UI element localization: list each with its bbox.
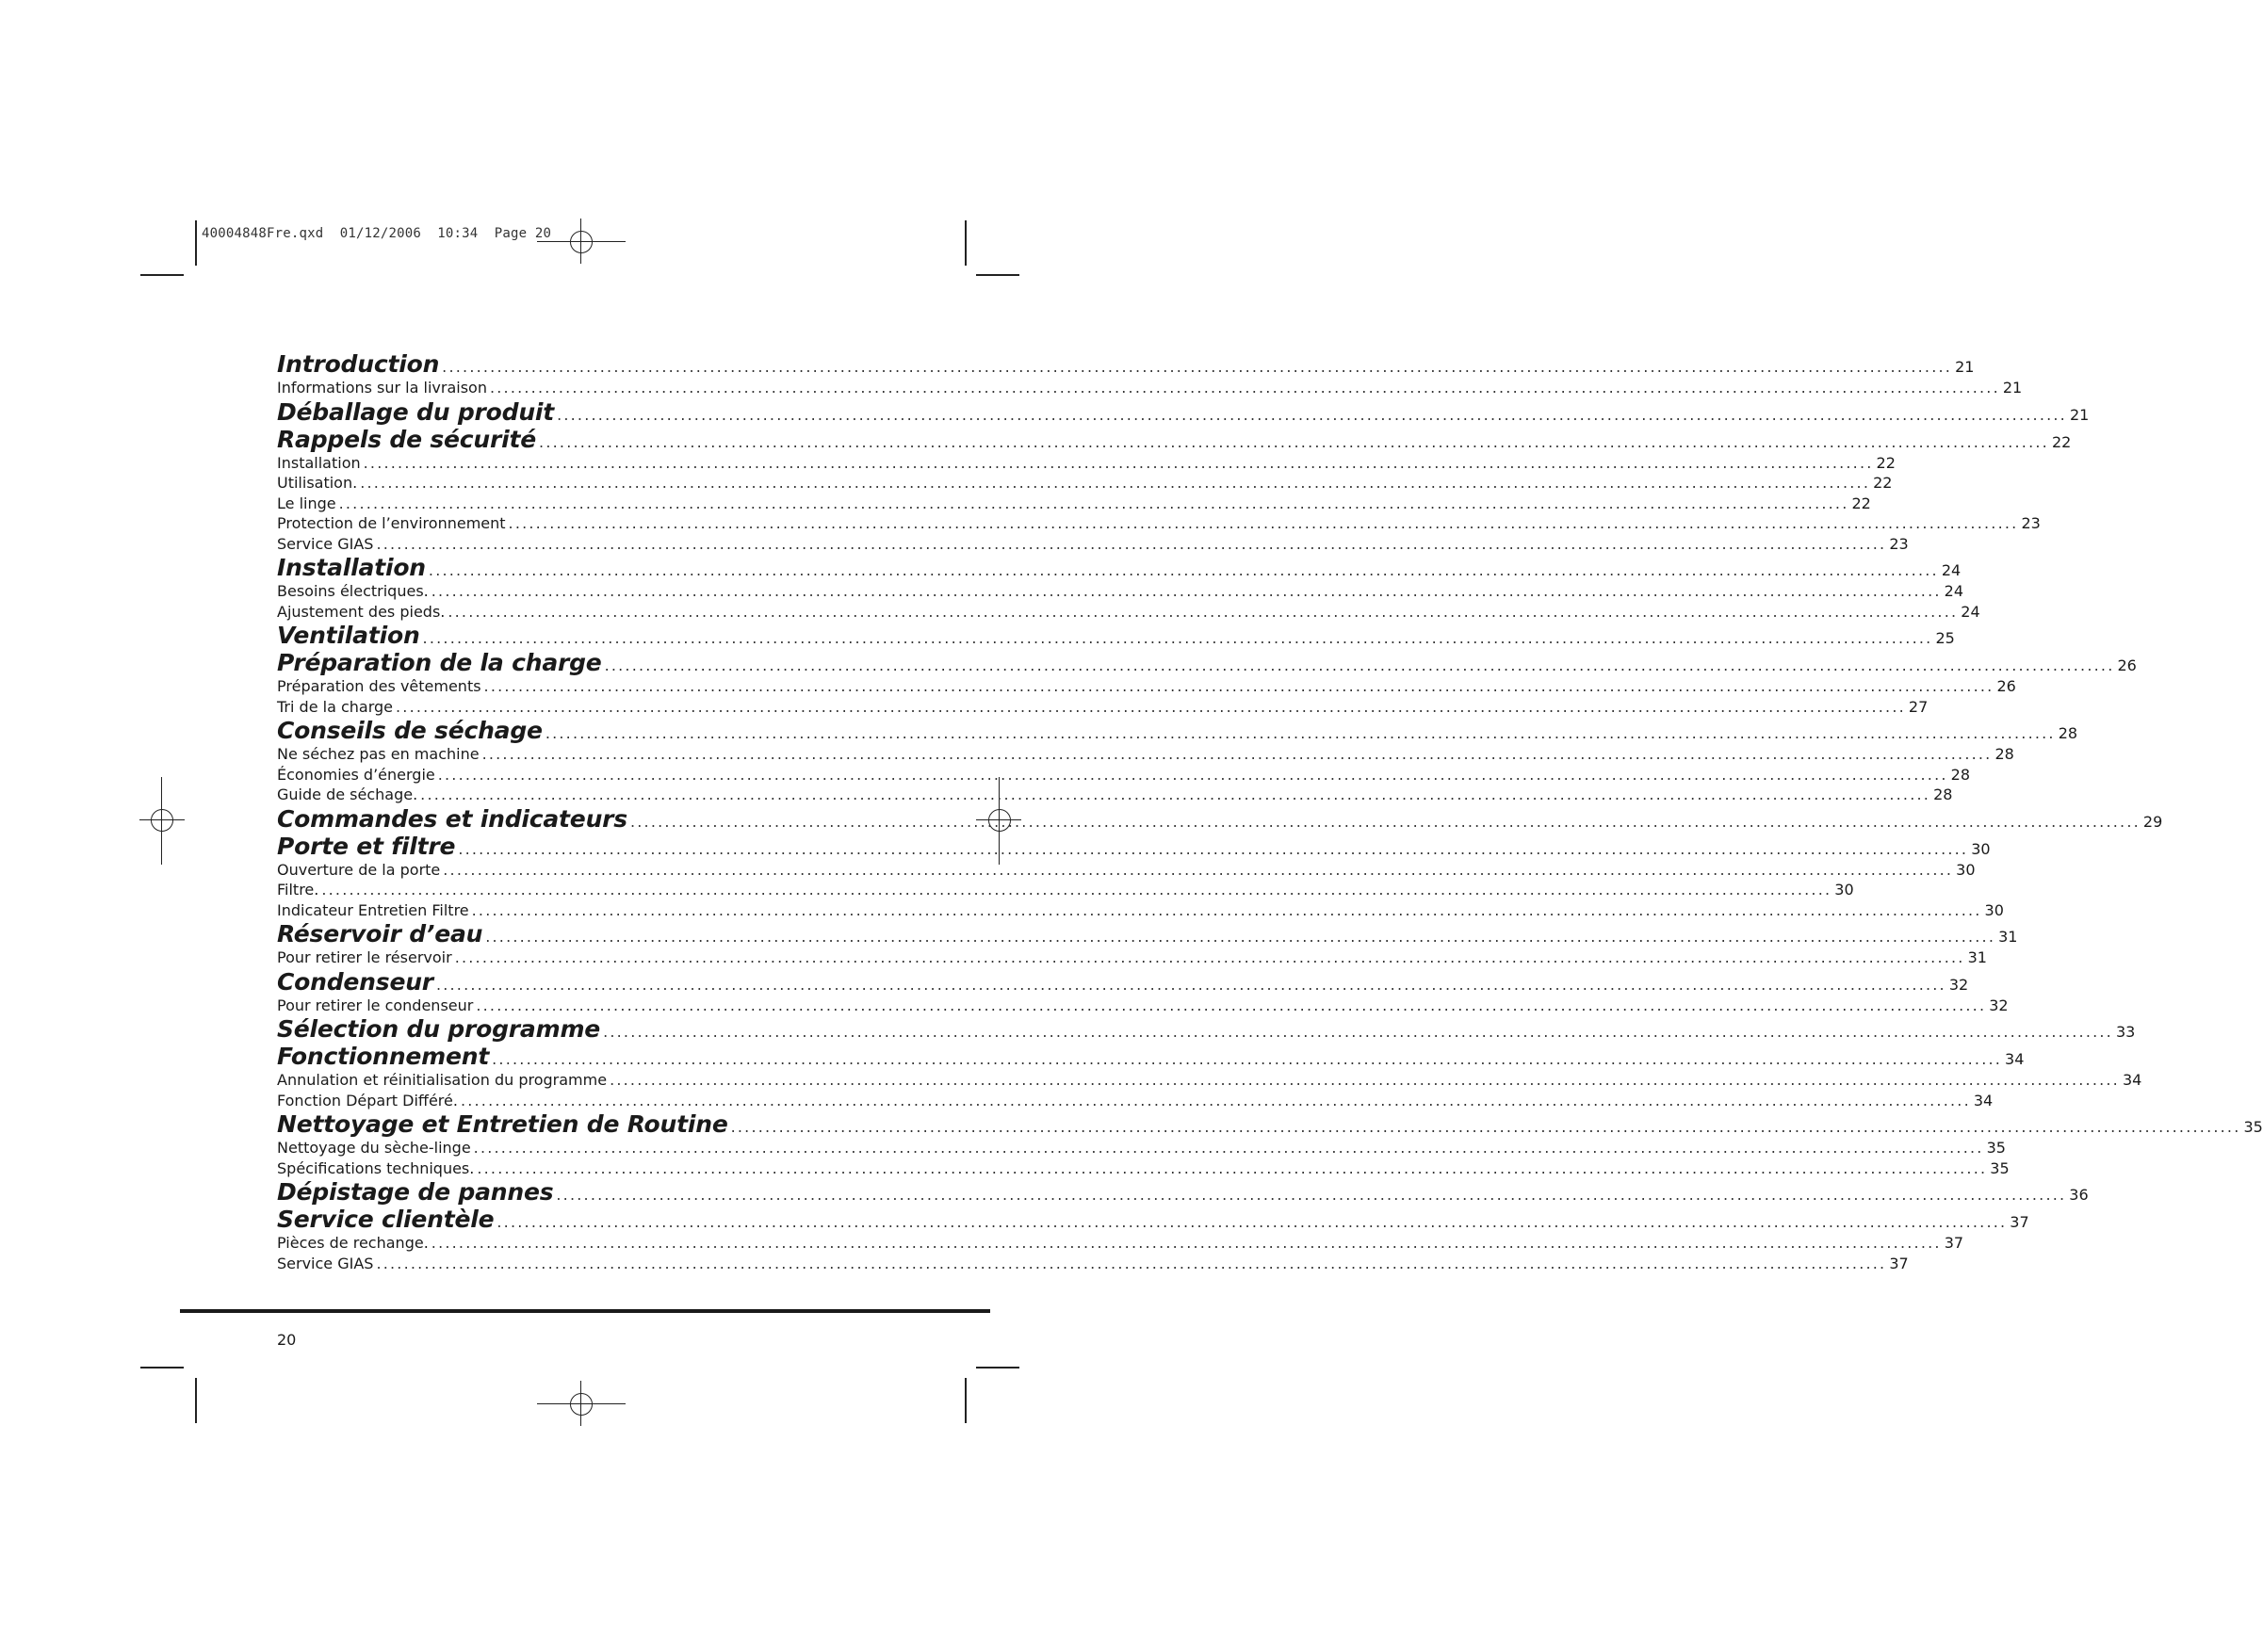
toc-title: Annulation et réinitialisation du programme bbox=[277, 1071, 608, 1089]
toc-title: Économies d’énergie bbox=[277, 765, 435, 784]
toc-title: Service GIAS bbox=[277, 1254, 374, 1272]
toc-leader: ............................................................................................................................................................................................................................ bbox=[471, 900, 1982, 919]
toc-title: Filtre. bbox=[277, 881, 319, 899]
toc-title: Indicateur Entretien Filtre bbox=[277, 900, 469, 919]
toc-page: 30 bbox=[1984, 900, 2004, 919]
toc-leader: ............................................................................................................................................................................................................................ bbox=[483, 677, 1994, 695]
toc-heading bbox=[277, 554, 1962, 581]
toc-title: Fonction Départ Différé. bbox=[277, 1091, 458, 1109]
toc-page: 27 bbox=[1908, 697, 1929, 716]
toc-heading bbox=[277, 350, 1975, 378]
toc-page: 34 bbox=[1973, 1091, 1994, 1109]
toc-subentry bbox=[277, 1138, 2006, 1158]
toc-page: 23 bbox=[1889, 534, 1909, 553]
toc-title: Ne séchez pas en machine bbox=[277, 745, 480, 763]
toc-page: 22 bbox=[1851, 494, 1871, 512]
toc-leader: ............................................................................................................................................................................................................................ bbox=[431, 1234, 1942, 1252]
crop-mark bbox=[140, 274, 184, 276]
toc-page: 32 bbox=[1989, 996, 2009, 1014]
toc-heading bbox=[277, 397, 2090, 426]
toc-page: 30 bbox=[1956, 860, 1976, 879]
toc-leader: ............................................................................................................................................................................................................................ bbox=[376, 1254, 1887, 1272]
toc-title: Utilisation. bbox=[277, 474, 358, 492]
toc-page: 22 bbox=[2051, 432, 2072, 451]
toc-leader: ............................................................................................................................................................................................................................ bbox=[489, 379, 2000, 397]
toc-page: 34 bbox=[2122, 1071, 2142, 1089]
toc-subentry bbox=[277, 581, 1964, 602]
toc-subentry bbox=[277, 880, 1854, 900]
page-number: 20 bbox=[277, 1331, 297, 1349]
toc-heading bbox=[277, 832, 1991, 860]
toc-page: 30 bbox=[1971, 839, 1991, 858]
toc-title: Besoins électriques. bbox=[277, 582, 429, 600]
crop-mark bbox=[195, 220, 197, 266]
toc-subentry bbox=[277, 494, 1871, 514]
toc-leader: ............................................................................................................................................................................................................................ bbox=[545, 724, 2056, 742]
toc-page: 31 bbox=[1967, 948, 1987, 966]
toc-page: 35 bbox=[1986, 1139, 2006, 1157]
toc-page: 35 bbox=[2243, 1118, 2263, 1136]
toc-leader: ............................................................................................................................................................................................................................ bbox=[477, 1158, 1988, 1177]
toc-leader: ............................................................................................................................................................................................................................ bbox=[360, 474, 1871, 492]
toc-page: 23 bbox=[2021, 514, 2041, 532]
toc-leader: ............................................................................................................................................................................................................................ bbox=[557, 405, 2067, 424]
toc-page: 34 bbox=[2005, 1050, 2025, 1068]
toc-title: Conseils de séchage bbox=[277, 717, 543, 744]
toc-leader: ............................................................................................................................................................................................................................ bbox=[730, 1118, 2241, 1136]
toc-leader: ............................................................................................................................................................................................................................ bbox=[448, 602, 1959, 621]
toc-page: 30 bbox=[1834, 881, 1854, 899]
toc-title: Ouverture de la porte bbox=[277, 860, 441, 879]
crop-mark bbox=[965, 220, 967, 266]
toc-leader: ............................................................................................................................................................................................................................ bbox=[435, 975, 1946, 994]
toc-subentry bbox=[277, 744, 2014, 765]
toc-leader: ............................................................................................................................................................................................................................ bbox=[376, 534, 1887, 553]
toc-page: 35 bbox=[1990, 1158, 2010, 1177]
toc-title: Nettoyage et Entretien de Routine bbox=[277, 1110, 728, 1138]
toc-heading bbox=[277, 804, 2163, 833]
toc-page: 21 bbox=[2002, 379, 2023, 397]
toc-leader: ............................................................................................................................................................................................................................ bbox=[473, 1139, 1984, 1157]
toc-leader: ............................................................................................................................................................................................................................ bbox=[338, 494, 1849, 512]
toc-subentry bbox=[277, 676, 2016, 697]
toc-subentry bbox=[277, 473, 1893, 494]
toc-leader: ............................................................................................................................................................................................................................ bbox=[458, 839, 1969, 858]
toc-subentry bbox=[277, 996, 2009, 1016]
toc-leader: ............................................................................................................................................................................................................................ bbox=[431, 582, 1942, 600]
toc-title: Préparation des vêtements bbox=[277, 677, 481, 695]
crop-mark bbox=[976, 274, 1019, 276]
toc-page: 36 bbox=[2069, 1186, 2089, 1204]
toc-subentry bbox=[277, 1091, 1994, 1111]
toc-subentry bbox=[277, 602, 1980, 623]
toc-page: 28 bbox=[1950, 765, 1970, 784]
toc-title: Introduction bbox=[277, 350, 440, 378]
toc-subentry bbox=[277, 534, 1909, 555]
toc-title: Pour retirer le réservoir bbox=[277, 948, 452, 966]
toc-heading bbox=[277, 1015, 2136, 1043]
toc-subentry bbox=[277, 513, 2041, 534]
toc-title: Service GIAS bbox=[277, 534, 374, 553]
toc-title: Ajustement des pieds. bbox=[277, 602, 446, 621]
slug-page: Page 20 bbox=[494, 226, 552, 241]
toc-subentry bbox=[277, 765, 1970, 786]
toc-heading bbox=[277, 717, 2078, 744]
toc-title: Pour retirer le condenseur bbox=[277, 996, 474, 1014]
toc-title: Protection de l’environnement bbox=[277, 514, 506, 532]
toc-leader: ............................................................................................................................................................................................................................ bbox=[420, 786, 1931, 803]
toc-title: Guide de séchage. bbox=[277, 786, 418, 803]
toc-page: 24 bbox=[1941, 561, 1962, 579]
toc-leader: ............................................................................................................................................................................................................................ bbox=[454, 948, 1965, 966]
print-slug bbox=[202, 226, 551, 241]
toc-title: Porte et filtre bbox=[277, 832, 456, 860]
toc-subentry bbox=[277, 1254, 1909, 1274]
toc-heading bbox=[277, 967, 1969, 996]
toc-leader: ............................................................................................................................................................................................................................ bbox=[481, 745, 1993, 763]
toc-page: 26 bbox=[1996, 677, 2016, 695]
toc-leader: ............................................................................................................................................................................................................................ bbox=[443, 860, 1954, 879]
toc-page: 22 bbox=[1876, 453, 1896, 472]
toc-leader: ............................................................................................................................................................................................................................ bbox=[460, 1091, 1971, 1109]
toc-leader: ............................................................................................................................................................................................................................ bbox=[442, 358, 1953, 376]
toc-leader: ............................................................................................................................................................................................................................ bbox=[422, 629, 1933, 647]
slug-file: 40004848Fre.qxd bbox=[202, 226, 324, 241]
crop-mark bbox=[965, 1378, 967, 1423]
toc-page: 21 bbox=[1955, 358, 1975, 376]
toc-subentry bbox=[277, 378, 2023, 398]
toc-leader: ............................................................................................................................................................................................................................ bbox=[396, 697, 1906, 716]
toc-leader: ............................................................................................................................................................................................................................ bbox=[485, 928, 1996, 946]
crop-mark bbox=[195, 1378, 197, 1423]
toc-title: Ventilation bbox=[277, 622, 420, 649]
toc-page: 24 bbox=[1944, 582, 1964, 600]
crop-mark bbox=[976, 1367, 1019, 1369]
toc-leader: ............................................................................................................................................................................................................................ bbox=[428, 561, 1939, 579]
toc-subentry bbox=[277, 785, 1953, 805]
toc-leader: ............................................................................................................................................................................................................................ bbox=[508, 514, 2019, 532]
toc-title: Condenseur bbox=[277, 967, 433, 996]
toc-page: 21 bbox=[2069, 405, 2090, 424]
toc-title: Dépistage de pannes bbox=[277, 1178, 554, 1206]
toc-heading bbox=[277, 1110, 2263, 1138]
toc-leader: ............................................................................................................................................................................................................................ bbox=[604, 656, 2115, 674]
toc-subentry bbox=[277, 900, 2004, 921]
toc-title: Fonctionnement bbox=[277, 1043, 490, 1070]
toc-heading bbox=[277, 425, 2072, 453]
toc-title: Commandes et indicateurs bbox=[277, 804, 627, 833]
toc-title: Nettoyage du sèche-linge bbox=[277, 1139, 471, 1157]
toc-title: Spécifications techniques. bbox=[277, 1158, 475, 1177]
toc-title: Installation bbox=[277, 554, 426, 581]
toc-heading bbox=[277, 649, 2137, 676]
toc-page: 28 bbox=[2058, 724, 2078, 742]
table-of-contents bbox=[277, 350, 2263, 1273]
toc-page: 26 bbox=[2117, 656, 2137, 674]
toc-page: 33 bbox=[2115, 1023, 2136, 1041]
slug-date: 01/12/2006 bbox=[339, 226, 421, 241]
toc-page: 37 bbox=[2010, 1213, 2029, 1231]
toc-leader: ............................................................................................................................................................................................................................ bbox=[497, 1213, 2008, 1231]
toc-subentry bbox=[277, 1233, 1964, 1254]
toc-leader: ............................................................................................................................................................................................................................ bbox=[556, 1186, 2067, 1204]
toc-title: Service clientèle bbox=[277, 1206, 495, 1233]
crop-mark bbox=[140, 1367, 184, 1369]
toc-heading bbox=[277, 920, 2018, 947]
toc-leader: ............................................................................................................................................................................................................................ bbox=[539, 432, 2049, 451]
toc-title: Déballage du produit bbox=[277, 397, 555, 426]
toc-title: Le linge bbox=[277, 494, 336, 512]
toc-subentry bbox=[277, 1070, 2142, 1091]
toc-title: Préparation de la charge bbox=[277, 649, 602, 676]
toc-title: Sélection du programme bbox=[277, 1015, 601, 1043]
toc-heading bbox=[277, 1043, 2025, 1070]
toc-subentry bbox=[277, 1158, 2010, 1179]
toc-heading bbox=[277, 1178, 2089, 1206]
toc-page: 29 bbox=[2142, 812, 2163, 831]
toc-page: 37 bbox=[1889, 1254, 1909, 1272]
toc-title: Pièces de rechange. bbox=[277, 1234, 429, 1252]
toc-leader: ............................................................................................................................................................................................................................ bbox=[437, 765, 1948, 784]
toc-title: Tri de la charge bbox=[277, 697, 393, 716]
toc-subentry bbox=[277, 453, 1896, 474]
toc-page: 32 bbox=[1948, 975, 1969, 994]
toc-page: 37 bbox=[1944, 1234, 1964, 1252]
toc-page: 25 bbox=[1935, 629, 1955, 647]
toc-leader: ............................................................................................................................................................................................................................ bbox=[321, 881, 1832, 899]
toc-leader: ............................................................................................................................................................................................................................ bbox=[492, 1050, 2003, 1068]
toc-title: Réservoir d’eau bbox=[277, 920, 483, 947]
toc-heading bbox=[277, 622, 1955, 649]
toc-leader: ............................................................................................................................................................................................................................ bbox=[476, 996, 1987, 1014]
toc-heading bbox=[277, 1206, 2029, 1233]
toc-subentry bbox=[277, 947, 1987, 968]
toc-leader: ............................................................................................................................................................................................................................ bbox=[629, 812, 2141, 831]
toc-title: Installation bbox=[277, 453, 361, 472]
toc-page: 28 bbox=[1933, 786, 1953, 803]
toc-page: 24 bbox=[1961, 602, 1980, 621]
toc-leader: ............................................................................................................................................................................................................................ bbox=[603, 1023, 2113, 1041]
toc-leader: ............................................................................................................................................................................................................................ bbox=[363, 453, 1874, 472]
slug-time: 10:34 bbox=[437, 226, 479, 241]
toc-page: 28 bbox=[1994, 745, 2014, 763]
footer-rule bbox=[180, 1309, 990, 1313]
toc-subentry bbox=[277, 860, 1976, 881]
toc-title: Rappels de sécurité bbox=[277, 425, 537, 453]
toc-subentry bbox=[277, 697, 1929, 718]
toc-leader: ............................................................................................................................................................................................................................ bbox=[610, 1071, 2120, 1089]
toc-page: 22 bbox=[1873, 474, 1893, 492]
toc-page: 31 bbox=[1998, 928, 2018, 946]
toc-title: Informations sur la livraison bbox=[277, 379, 487, 397]
